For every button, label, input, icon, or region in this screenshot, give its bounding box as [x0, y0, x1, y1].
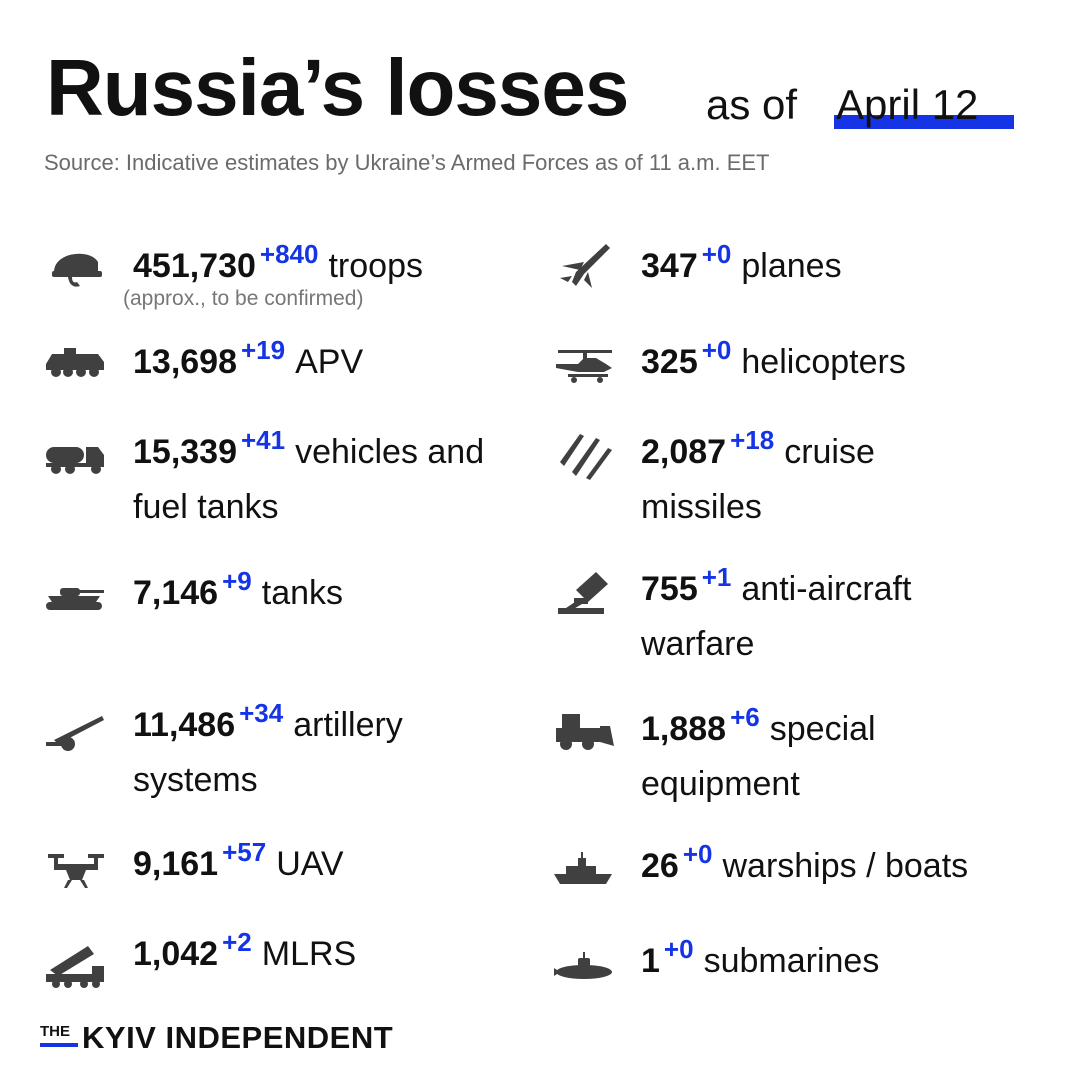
anti-aircraft-icon: [556, 570, 618, 618]
helicopter-icon: [554, 342, 616, 390]
kyiv-independent-logo: [40, 1020, 393, 1056]
stat-delta: +41: [241, 425, 286, 455]
stat-delta: +0: [663, 934, 694, 964]
plane-icon: [554, 242, 616, 290]
stat-delta: +6: [730, 702, 760, 732]
page-title: Russia’s losses: [46, 43, 629, 132]
stat-total: 7,146: [133, 574, 219, 612]
mlrs-icon: [44, 944, 106, 992]
stat-delta: +0: [682, 839, 713, 869]
stat-total: 1,042: [133, 935, 219, 973]
source-line: Source: Indicative estimates by Ukraine’s Armed Forces as of 11 a.m. EET: [44, 150, 770, 175]
stat-label: troops: [328, 247, 423, 285]
stat-label: artillery: [293, 706, 403, 744]
stat-missiles: [641, 426, 875, 534]
stat-label: helicopters: [741, 343, 906, 381]
stat-label: warships / boats: [722, 847, 969, 885]
fuel-truck-icon: [44, 433, 106, 481]
stat-apv: [133, 336, 363, 391]
stat-uav: [133, 838, 344, 893]
stat-delta: +0: [701, 335, 732, 365]
stat-submarines: [641, 935, 879, 990]
stat-vehicles: [133, 426, 484, 534]
stat-label: APV: [295, 343, 364, 381]
stat-delta: +57: [222, 837, 267, 867]
stat-label-line2: missiles: [641, 488, 762, 526]
stat-helicopters: [641, 336, 906, 391]
tank-icon: [44, 574, 106, 622]
stat-label: tanks: [261, 574, 344, 612]
stat-delta: +19: [241, 335, 286, 365]
stat-total: 1,888: [641, 710, 727, 748]
stat-label: UAV: [276, 845, 344, 883]
stat-total: 325: [641, 343, 698, 381]
as-of-text: as of: [706, 81, 798, 128]
stat-label-line2: equipment: [641, 765, 800, 803]
stat-label-line2: systems: [133, 761, 258, 799]
stat-delta: +18: [730, 425, 775, 455]
stat-label: MLRS: [261, 935, 357, 973]
apv-icon: [44, 340, 106, 388]
stat-label-line2: fuel tanks: [133, 488, 279, 526]
helmet-icon: [50, 244, 112, 292]
stat-label: anti-aircraft: [741, 570, 912, 608]
logo-name: KYIV INDEPENDENT: [82, 1020, 394, 1055]
stat-total: 347: [641, 247, 698, 285]
stat-label-line2: warfare: [641, 625, 755, 663]
stat-total: 26: [641, 847, 679, 885]
missiles-icon: [556, 432, 618, 480]
stat-total: 15,339: [133, 433, 237, 471]
submarine-icon: [552, 944, 614, 992]
stat-delta: +9: [222, 566, 252, 596]
artillery-icon: [44, 710, 106, 758]
stat-warships: [641, 840, 968, 895]
stat-special-equipment: [641, 703, 876, 811]
logo-the: THE: [40, 1023, 70, 1040]
stat-label: planes: [741, 247, 842, 285]
stat-total: 13,698: [133, 343, 237, 381]
stat-delta: +1: [701, 562, 732, 592]
stat-total: 11,486: [133, 706, 236, 744]
stat-artillery: [133, 699, 403, 807]
troops-note: (approx., to be confirmed): [123, 287, 364, 310]
warship-icon: [552, 846, 614, 894]
stat-total: 451,730: [133, 247, 256, 285]
drone-icon: [46, 846, 108, 894]
stat-total: 2,087: [641, 433, 727, 471]
stat-delta: +0: [701, 239, 732, 269]
date-text: April 12: [836, 81, 979, 128]
stat-planes: [641, 240, 842, 295]
stat-label: submarines: [703, 942, 880, 980]
stat-anti-aircraft: [641, 563, 911, 671]
stat-delta: +840: [259, 239, 319, 269]
stat-tanks: [133, 567, 343, 622]
bulldozer-icon: [554, 708, 616, 756]
stat-mlrs: [133, 928, 356, 983]
stat-label: vehicles and: [295, 433, 485, 471]
stat-total: 755: [641, 570, 698, 608]
stat-total: 9,161: [133, 845, 219, 883]
stat-total: 1: [641, 942, 660, 980]
logo-underline: [40, 1043, 78, 1047]
stat-label: cruise: [784, 433, 875, 471]
stat-delta: +2: [222, 927, 252, 957]
stat-label: special: [769, 710, 876, 748]
stat-delta: +34: [239, 698, 284, 728]
